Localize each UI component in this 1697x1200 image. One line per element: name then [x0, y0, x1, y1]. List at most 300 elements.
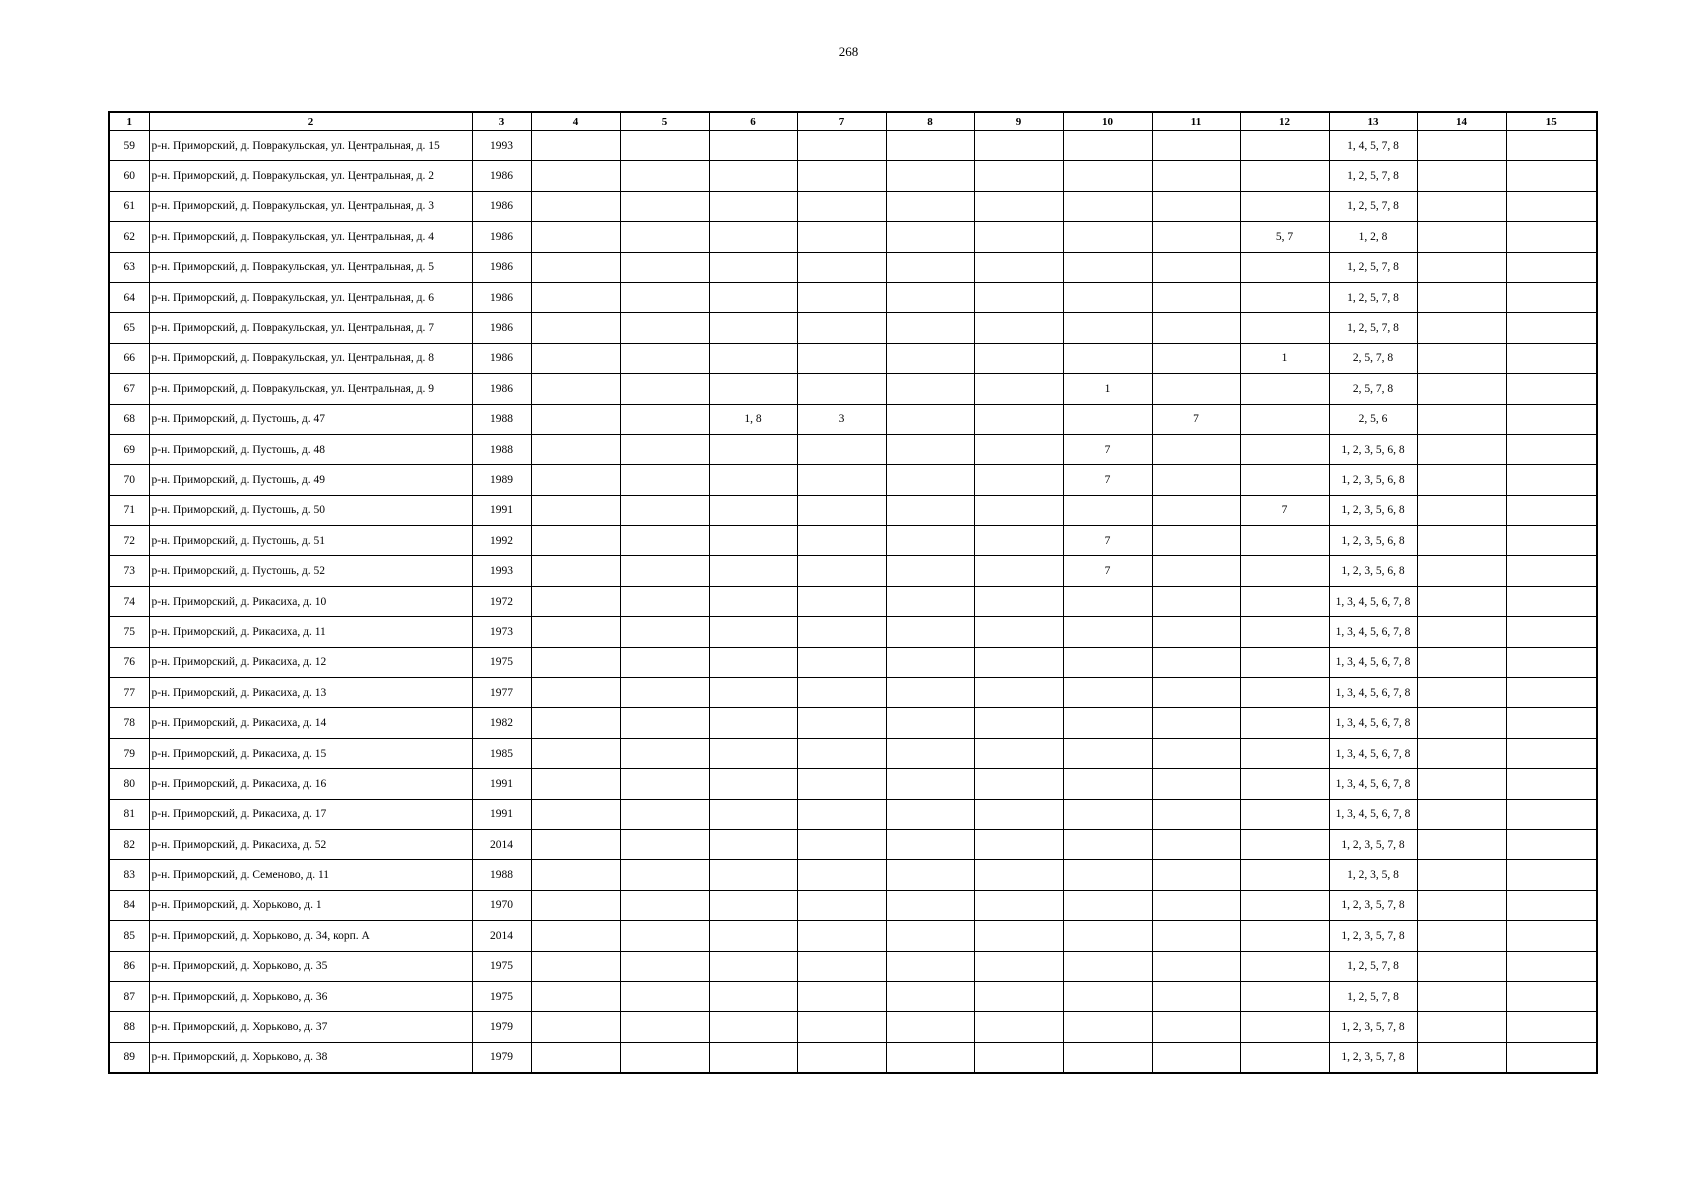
table-cell-col-9 [974, 799, 1063, 829]
table-cell-col-9 [974, 617, 1063, 647]
table-cell-col-13: 1, 2, 5, 7, 8 [1329, 951, 1417, 981]
table-cell-col-9 [974, 313, 1063, 343]
table-cell-col-7 [797, 282, 886, 312]
table-cell-col-14 [1417, 191, 1506, 221]
table-cell-col-7: 3 [797, 404, 886, 434]
table-cell-col-9 [974, 465, 1063, 495]
table-cell-col-7 [797, 374, 886, 404]
table-cell-col-9 [974, 343, 1063, 373]
table-cell-col-8 [886, 526, 974, 556]
housing-registry-table [108, 111, 1598, 1074]
table-cell-col-13: 1, 4, 5, 7, 8 [1329, 131, 1417, 161]
table-cell-col-15 [1506, 829, 1597, 859]
table-cell-col-14 [1417, 343, 1506, 373]
table-cell-col-3: 1975 [472, 981, 531, 1011]
table-cell-col-9 [974, 647, 1063, 677]
table-cell-col-5 [620, 465, 709, 495]
table-cell-col-5 [620, 708, 709, 738]
table-cell-col-4 [531, 343, 620, 373]
table-cell-col-6 [709, 526, 797, 556]
table-cell-col-10: 7 [1063, 465, 1152, 495]
table-cell-col-4 [531, 708, 620, 738]
table-cell-col-1: 61 [109, 191, 149, 221]
table-cell-col-5 [620, 374, 709, 404]
table-cell-col-9 [974, 434, 1063, 464]
table-cell-col-13: 1, 3, 4, 5, 6, 7, 8 [1329, 617, 1417, 647]
table-cell-col-3: 1989 [472, 465, 531, 495]
table-cell-col-15 [1506, 161, 1597, 191]
table-cell-col-5 [620, 738, 709, 768]
table-cell-col-11 [1152, 161, 1240, 191]
table-cell-col-10: 1 [1063, 374, 1152, 404]
table-cell-col-4 [531, 860, 620, 890]
page-number: 268 [838, 44, 859, 59]
table-cell-col-9 [974, 678, 1063, 708]
table-cell-col-8 [886, 921, 974, 951]
table-cell-col-12 [1240, 799, 1329, 829]
table-cell-col-1: 89 [109, 1042, 149, 1073]
table-cell-col-14 [1417, 799, 1506, 829]
table-row [109, 526, 1597, 556]
table-cell-col-8 [886, 617, 974, 647]
table-cell-col-11 [1152, 921, 1240, 951]
table-cell-col-10 [1063, 829, 1152, 859]
table-cell-col-7 [797, 829, 886, 859]
table-header-row [109, 112, 1597, 131]
table-cell-col-12: 5, 7 [1240, 222, 1329, 252]
table-cell-col-6 [709, 890, 797, 920]
table-cell-col-9 [974, 526, 1063, 556]
table-cell-col-11 [1152, 1042, 1240, 1073]
table-cell-col-11: 7 [1152, 404, 1240, 434]
table-cell-col-5 [620, 161, 709, 191]
table-cell-col-3: 1986 [472, 191, 531, 221]
table-cell-col-6 [709, 586, 797, 616]
table-cell-col-12 [1240, 465, 1329, 495]
table-cell-col-7 [797, 647, 886, 677]
column-header-10: 10 [1063, 112, 1152, 131]
table-cell-col-12: 7 [1240, 495, 1329, 525]
table-cell-col-7 [797, 161, 886, 191]
table-row [109, 313, 1597, 343]
table-cell-col-5 [620, 191, 709, 221]
table-cell-col-14 [1417, 282, 1506, 312]
table-cell-col-11 [1152, 252, 1240, 282]
table-cell-col-2: р-н. Приморский, д. Повракульская, ул. Центральная, д. 3 [149, 191, 472, 221]
table-cell-col-3: 1986 [472, 343, 531, 373]
table-cell-col-13: 1, 3, 4, 5, 6, 7, 8 [1329, 769, 1417, 799]
table-cell-col-5 [620, 252, 709, 282]
table-cell-col-13: 1, 3, 4, 5, 6, 7, 8 [1329, 678, 1417, 708]
table-cell-col-1: 79 [109, 738, 149, 768]
table-cell-col-8 [886, 981, 974, 1011]
table-cell-col-14 [1417, 374, 1506, 404]
table-cell-col-4 [531, 981, 620, 1011]
table-cell-col-12 [1240, 890, 1329, 920]
table-cell-col-9 [974, 860, 1063, 890]
table-cell-col-8 [886, 556, 974, 586]
table-cell-col-3: 1988 [472, 434, 531, 464]
table-cell-col-6 [709, 1042, 797, 1073]
table-row [109, 282, 1597, 312]
column-header-6: 6 [709, 112, 797, 131]
table-row [109, 1012, 1597, 1042]
table-cell-col-14 [1417, 161, 1506, 191]
table-cell-col-5 [620, 343, 709, 373]
table-cell-col-4 [531, 921, 620, 951]
table-cell-col-9 [974, 252, 1063, 282]
table-cell-col-6 [709, 829, 797, 859]
table-cell-col-13: 1, 2, 5, 7, 8 [1329, 313, 1417, 343]
table-cell-col-1: 87 [109, 981, 149, 1011]
table-cell-col-6 [709, 647, 797, 677]
table-cell-col-7 [797, 465, 886, 495]
table-cell-col-8 [886, 434, 974, 464]
table-cell-col-4 [531, 313, 620, 343]
table-cell-col-8 [886, 131, 974, 161]
table-cell-col-4 [531, 1042, 620, 1073]
table-cell-col-12 [1240, 769, 1329, 799]
table-cell-col-3: 1988 [472, 404, 531, 434]
table-cell-col-12 [1240, 981, 1329, 1011]
table-cell-col-7 [797, 131, 886, 161]
table-cell-col-3: 1979 [472, 1012, 531, 1042]
table-cell-col-13: 1, 2, 3, 5, 7, 8 [1329, 1012, 1417, 1042]
table-cell-col-10: 7 [1063, 526, 1152, 556]
table-cell-col-6 [709, 951, 797, 981]
table-cell-col-5 [620, 647, 709, 677]
table-cell-col-4 [531, 556, 620, 586]
table-cell-col-2: р-н. Приморский, д. Рикасиха, д. 14 [149, 708, 472, 738]
table-cell-col-2: р-н. Приморский, д. Хорьково, д. 1 [149, 890, 472, 920]
table-cell-col-2: р-н. Приморский, д. Пустошь, д. 47 [149, 404, 472, 434]
table-cell-col-13: 1, 2, 3, 5, 7, 8 [1329, 921, 1417, 951]
table-cell-col-3: 1975 [472, 647, 531, 677]
table-cell-col-15 [1506, 890, 1597, 920]
table-row [109, 131, 1597, 161]
table-cell-col-13: 1, 2, 3, 5, 7, 8 [1329, 1042, 1417, 1073]
table-cell-col-8 [886, 404, 974, 434]
table-cell-col-6 [709, 921, 797, 951]
table-cell-col-7 [797, 1012, 886, 1042]
table-cell-col-9 [974, 1012, 1063, 1042]
table-row [109, 1042, 1597, 1073]
table-cell-col-12 [1240, 951, 1329, 981]
table-cell-col-1: 67 [109, 374, 149, 404]
table-cell-col-15 [1506, 951, 1597, 981]
table-cell-col-14 [1417, 465, 1506, 495]
table-cell-col-9 [974, 374, 1063, 404]
table-cell-col-2: р-н. Приморский, д. Пустошь, д. 48 [149, 434, 472, 464]
table-row [109, 222, 1597, 252]
table-cell-col-3: 1979 [472, 1042, 531, 1073]
table-cell-col-5 [620, 617, 709, 647]
table-cell-col-14 [1417, 252, 1506, 282]
column-header-3: 3 [472, 112, 531, 131]
table-cell-col-10 [1063, 860, 1152, 890]
table-cell-col-5 [620, 981, 709, 1011]
table-cell-col-3: 1993 [472, 556, 531, 586]
table-cell-col-12 [1240, 708, 1329, 738]
table-cell-col-7 [797, 981, 886, 1011]
table-cell-col-2: р-н. Приморский, д. Повракульская, ул. Центральная, д. 8 [149, 343, 472, 373]
table-cell-col-2: р-н. Приморский, д. Рикасиха, д. 17 [149, 799, 472, 829]
table-cell-col-5 [620, 1012, 709, 1042]
table-cell-col-5 [620, 282, 709, 312]
table-cell-col-11 [1152, 131, 1240, 161]
table-cell-col-4 [531, 282, 620, 312]
table-cell-col-4 [531, 617, 620, 647]
table-row [109, 708, 1597, 738]
table-cell-col-15 [1506, 131, 1597, 161]
table-cell-col-6 [709, 678, 797, 708]
table-cell-col-11 [1152, 799, 1240, 829]
table-cell-col-4 [531, 161, 620, 191]
table-cell-col-1: 62 [109, 222, 149, 252]
table-cell-col-15 [1506, 222, 1597, 252]
table-cell-col-12 [1240, 647, 1329, 677]
table-cell-col-13: 2, 5, 7, 8 [1329, 374, 1417, 404]
table-cell-col-11 [1152, 738, 1240, 768]
table-cell-col-13: 1, 2, 3, 5, 6, 8 [1329, 465, 1417, 495]
table-cell-col-4 [531, 222, 620, 252]
table-cell-col-8 [886, 161, 974, 191]
table-cell-col-14 [1417, 708, 1506, 738]
table-cell-col-6 [709, 738, 797, 768]
table-cell-col-12 [1240, 738, 1329, 768]
table-cell-col-1: 68 [109, 404, 149, 434]
table-cell-col-4 [531, 769, 620, 799]
table-cell-col-14 [1417, 222, 1506, 252]
table-cell-col-7 [797, 890, 886, 920]
table-cell-col-11 [1152, 282, 1240, 312]
table-cell-col-2: р-н. Приморский, д. Рикасиха, д. 15 [149, 738, 472, 768]
table-cell-col-12 [1240, 617, 1329, 647]
table-cell-col-8 [886, 769, 974, 799]
table-cell-col-10 [1063, 951, 1152, 981]
table-cell-col-5 [620, 678, 709, 708]
table-cell-col-10 [1063, 738, 1152, 768]
table-cell-col-1: 65 [109, 313, 149, 343]
table-cell-col-8 [886, 374, 974, 404]
table-cell-col-6 [709, 374, 797, 404]
table-cell-col-8 [886, 313, 974, 343]
table-cell-col-13: 1, 2, 3, 5, 8 [1329, 860, 1417, 890]
table-cell-col-12 [1240, 921, 1329, 951]
table-row [109, 343, 1597, 373]
table-cell-col-3: 1985 [472, 738, 531, 768]
table-cell-col-11 [1152, 556, 1240, 586]
table-cell-col-1: 59 [109, 131, 149, 161]
table-cell-col-12 [1240, 1012, 1329, 1042]
table-row [109, 434, 1597, 464]
column-header-5: 5 [620, 112, 709, 131]
table-cell-col-11 [1152, 343, 1240, 373]
table-cell-col-1: 88 [109, 1012, 149, 1042]
table-cell-col-2: р-н. Приморский, д. Рикасиха, д. 10 [149, 586, 472, 616]
table-cell-col-13: 1, 3, 4, 5, 6, 7, 8 [1329, 586, 1417, 616]
table-cell-col-2: р-н. Приморский, д. Пустошь, д. 52 [149, 556, 472, 586]
table-row [109, 921, 1597, 951]
table-cell-col-7 [797, 222, 886, 252]
table-cell-col-15 [1506, 1042, 1597, 1073]
table-cell-col-5 [620, 313, 709, 343]
table-cell-col-15 [1506, 313, 1597, 343]
table-cell-col-15 [1506, 617, 1597, 647]
table-cell-col-1: 69 [109, 434, 149, 464]
table-cell-col-15 [1506, 678, 1597, 708]
table-cell-col-2: р-н. Приморский, д. Повракульская, ул. Центральная, д. 15 [149, 131, 472, 161]
table-cell-col-9 [974, 191, 1063, 221]
table-cell-col-12: 1 [1240, 343, 1329, 373]
table-cell-col-12 [1240, 161, 1329, 191]
table-cell-col-14 [1417, 526, 1506, 556]
table-cell-col-11 [1152, 434, 1240, 464]
table-cell-col-10 [1063, 313, 1152, 343]
table-cell-col-8 [886, 678, 974, 708]
table-cell-col-14 [1417, 313, 1506, 343]
table-cell-col-1: 63 [109, 252, 149, 282]
table-cell-col-12 [1240, 313, 1329, 343]
table-cell-col-5 [620, 131, 709, 161]
table-cell-col-9 [974, 769, 1063, 799]
table-cell-col-11 [1152, 313, 1240, 343]
table-cell-col-2: р-н. Приморский, д. Рикасиха, д. 52 [149, 829, 472, 859]
table-cell-col-1: 78 [109, 708, 149, 738]
table-row [109, 738, 1597, 768]
table-cell-col-3: 1986 [472, 222, 531, 252]
table-cell-col-7 [797, 799, 886, 829]
table-cell-col-11 [1152, 708, 1240, 738]
table-cell-col-7 [797, 343, 886, 373]
table-cell-col-2: р-н. Приморский, д. Повракульская, ул. Центральная, д. 4 [149, 222, 472, 252]
table-cell-col-8 [886, 252, 974, 282]
table-cell-col-13: 1, 3, 4, 5, 6, 7, 8 [1329, 738, 1417, 768]
table-cell-col-10 [1063, 404, 1152, 434]
table-cell-col-13: 1, 2, 8 [1329, 222, 1417, 252]
table-cell-col-6 [709, 131, 797, 161]
table-cell-col-5 [620, 921, 709, 951]
table-cell-col-1: 71 [109, 495, 149, 525]
table-cell-col-7 [797, 495, 886, 525]
table-row [109, 829, 1597, 859]
table-cell-col-14 [1417, 586, 1506, 616]
table-cell-col-3: 2014 [472, 921, 531, 951]
table-cell-col-15 [1506, 647, 1597, 677]
table-cell-col-5 [620, 951, 709, 981]
table-cell-col-4 [531, 191, 620, 221]
table-cell-col-4 [531, 404, 620, 434]
table-cell-col-6 [709, 252, 797, 282]
table-cell-col-5 [620, 799, 709, 829]
table-cell-col-6 [709, 556, 797, 586]
table-cell-col-3: 1986 [472, 374, 531, 404]
table-cell-col-10 [1063, 981, 1152, 1011]
table-cell-col-1: 60 [109, 161, 149, 191]
table-cell-col-9 [974, 829, 1063, 859]
table-cell-col-2: р-н. Приморский, д. Хорьково, д. 35 [149, 951, 472, 981]
table-cell-col-6 [709, 191, 797, 221]
table-row [109, 556, 1597, 586]
table-cell-col-14 [1417, 981, 1506, 1011]
table-cell-col-14 [1417, 131, 1506, 161]
table-cell-col-12 [1240, 1042, 1329, 1073]
table-cell-col-5 [620, 222, 709, 252]
table-cell-col-4 [531, 890, 620, 920]
table-cell-col-12 [1240, 829, 1329, 859]
table-cell-col-1: 74 [109, 586, 149, 616]
table-cell-col-4 [531, 374, 620, 404]
table-cell-col-4 [531, 586, 620, 616]
table-cell-col-15 [1506, 1012, 1597, 1042]
table-cell-col-13: 1, 2, 5, 7, 8 [1329, 161, 1417, 191]
table-cell-col-12 [1240, 556, 1329, 586]
table-cell-col-8 [886, 222, 974, 252]
table-cell-col-6 [709, 313, 797, 343]
table-cell-col-5 [620, 586, 709, 616]
table-row [109, 678, 1597, 708]
table-cell-col-11 [1152, 890, 1240, 920]
table-cell-col-12 [1240, 586, 1329, 616]
table-cell-col-11 [1152, 465, 1240, 495]
table-cell-col-3: 1986 [472, 252, 531, 282]
table-cell-col-9 [974, 708, 1063, 738]
table-cell-col-7 [797, 191, 886, 221]
table-row [109, 374, 1597, 404]
table-cell-col-12 [1240, 374, 1329, 404]
table-cell-col-9 [974, 131, 1063, 161]
table-cell-col-10 [1063, 890, 1152, 920]
table-cell-col-13: 2, 5, 6 [1329, 404, 1417, 434]
table-cell-col-2: р-н. Приморский, д. Повракульская, ул. Центральная, д. 2 [149, 161, 472, 191]
table-cell-col-5 [620, 1042, 709, 1073]
table-cell-col-2: р-н. Приморский, д. Повракульская, ул. Центральная, д. 5 [149, 252, 472, 282]
table-cell-col-9 [974, 586, 1063, 616]
table-cell-col-11 [1152, 222, 1240, 252]
table-cell-col-6 [709, 799, 797, 829]
table-cell-col-10 [1063, 708, 1152, 738]
table-cell-col-5 [620, 829, 709, 859]
table-cell-col-15 [1506, 465, 1597, 495]
table-cell-col-11 [1152, 951, 1240, 981]
table-cell-col-14 [1417, 1042, 1506, 1073]
table-cell-col-6 [709, 161, 797, 191]
table-cell-col-15 [1506, 404, 1597, 434]
table-cell-col-11 [1152, 647, 1240, 677]
table-cell-col-14 [1417, 647, 1506, 677]
table-cell-col-13: 1, 2, 5, 7, 8 [1329, 282, 1417, 312]
table-cell-col-6 [709, 617, 797, 647]
table-cell-col-14 [1417, 738, 1506, 768]
table-cell-col-9 [974, 1042, 1063, 1073]
table-cell-col-15 [1506, 860, 1597, 890]
table-cell-col-8 [886, 890, 974, 920]
table-cell-col-7 [797, 769, 886, 799]
table-cell-col-10 [1063, 617, 1152, 647]
table-cell-col-11 [1152, 1012, 1240, 1042]
table-cell-col-3: 1993 [472, 131, 531, 161]
table-cell-col-2: р-н. Приморский, д. Повракульская, ул. Центральная, д. 7 [149, 313, 472, 343]
table-cell-col-11 [1152, 586, 1240, 616]
table-cell-col-6 [709, 708, 797, 738]
table-cell-col-10 [1063, 799, 1152, 829]
table-cell-col-2: р-н. Приморский, д. Семеново, д. 11 [149, 860, 472, 890]
table-row [109, 252, 1597, 282]
table-cell-col-6 [709, 495, 797, 525]
table-cell-col-8 [886, 465, 974, 495]
table-cell-col-8 [886, 799, 974, 829]
table-cell-col-5 [620, 404, 709, 434]
